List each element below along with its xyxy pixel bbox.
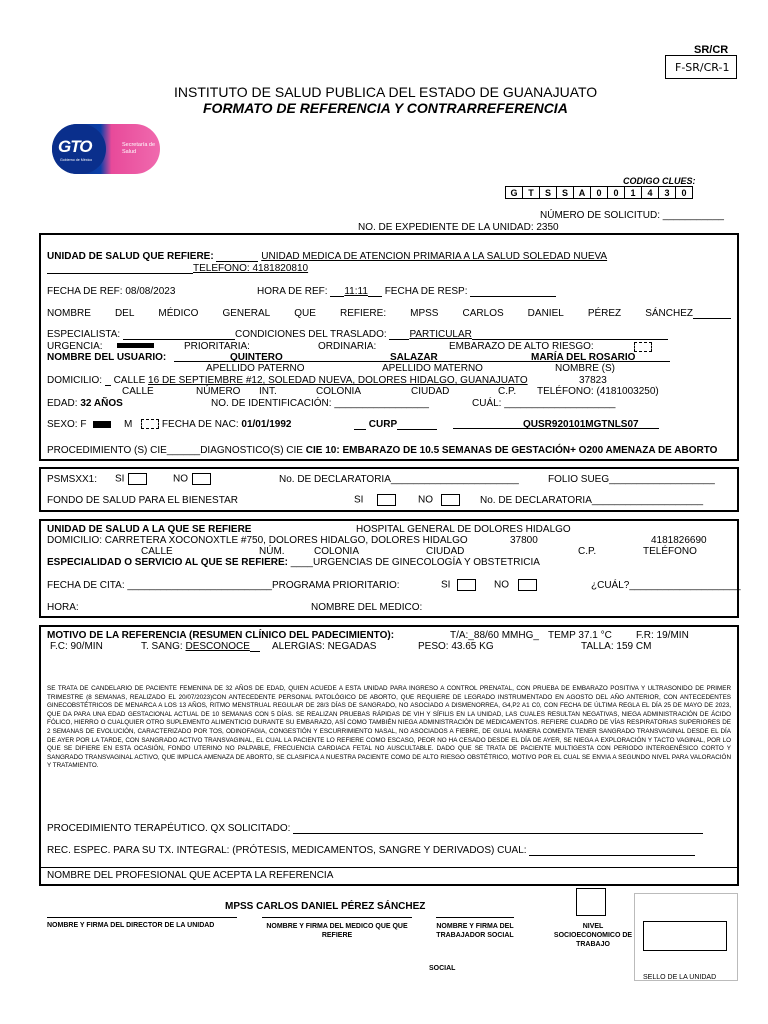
edad-value: 32 AÑOS (80, 398, 123, 409)
vital-fc: F.C: 90/MIN (50, 641, 103, 652)
sello-area (634, 893, 738, 981)
condiciones-label: CONDICIONES DEL TRASLADO: (234, 329, 387, 340)
folio-sueg-field: FOLIO SUEG___________________ (548, 474, 715, 485)
clues-char: 0 (591, 187, 608, 199)
programa-no: NO (494, 579, 537, 591)
hora-ref-value: 11:11 (344, 286, 368, 297)
embarazo-label: EMBARAZO DE ALTO RIESGO: (449, 341, 594, 352)
clues-char: 0 (608, 187, 625, 199)
urgencia-marked (117, 343, 154, 348)
profesional-acepta-label: NOMBRE DEL PROFESIONAL QUE ACEPTA LA REFERENCIA (47, 870, 334, 881)
nivel-socioeconomico-box[interactable] (576, 888, 606, 916)
clues-char: S (557, 187, 574, 199)
lbl-r-colonia: COLONIA (314, 546, 360, 557)
solicitud-number: NÚMERO DE SOLICITUD: ___________ (540, 210, 724, 221)
domicilio-label: DOMICILIO: (47, 375, 103, 386)
domicilio-calle: CALLE (113, 375, 146, 386)
clues-char: G (506, 187, 523, 199)
clinical-summary-text: SE TRATA DE CANDELARIO DE PACIENTE FEMENINA DE 32 AÑOS DE EDAD, QUIEN ACUEDE A ESTA UNIDAD PARA INGRESO A CONTROL PRENATAL, CON PRUEBA DE EMBARAZO POSITIVA Y ULTRASONIDO DE PRIMER TRIMESTRE (8 SEMANAS, REALIZADO EL 20/07/2023)CON ANTECEDENTE PERSONAL PATOLÓGICO DE ABORTO, QUE REQUIERE DE LEGRADO INSTRUMENTADO EN AGOSTO DEL AÑO ANTERIOR, CON ANTECEDENTES GINECOBSTÉTRICOS DE MENARCA A LOS 13 AÑOS, RITMO MENSTRUAL REGULAR DE 28/3 DÍAS DE SANGRADO, NO ASOCIADO A DISMENORREA, G4,P2 A1 C0, CON FECHA DE ÚLTIMA REGLA EL DÍA 25 DE MAYO DE 2023, QUE DA PARA UNA EDAD GESTACIONAL ACTUAL DE 10 SEMANAS CON 5 DÍAS. SE REALIZAN PRUEBAS RÁPIDAS DE VIH Y SÍFILIS EN LA UNIDAD, LAS CUALES RESULTAN NEGATIVAS, NIEGA ADMINISTRACIÓN DE ÁCIDO FÓLICO, HIERRO O CUALQUIER OTRO SUPLEMENTO ALIMENTICIO DURANTE SU EMBARAZO, ASÍ COMO TAMBIÉN NIEGA ADMINISTRACIÓN DE MEDICAMENTOS. REFIERE CUADRO DE VÍAS RESPIRATORIAS SUPERIORES DE 2 SEMANAS DE EVOLUCIÓN, CARACTERIZADO POR TOS, ODINOFAGIA, CONGESTIÓN Y ESCURRIMIENTO NASAL, NO ASOCIADOS A FIEBRE, DE GIUAL MANERA COMENTA TENER SANGRADO TRANSVAGINAL DESDE EL DÍA DE AYER POR LA TARDE, CON SANGRADO ACTIVO TRANSVAGINAL, EL CUAL LA PACIENTE LO REFIERE COMO ESCASO, PEOR NO HA CESADO DESDE EL DÍA DE AYER, SE NIEGA A EXPLORACIÓN Y TACTO VAGINAL, POR LO QUE SE DIFIERE EN ESTA OCASIÓN, FONDO UTERINO NO PALPABLE, FRECUENCIA CARDIACA FETAL NO AUSCULTABLE. DADO QUE SE TRATA DE PACIENTE MULTIGESTA CON PERIODO INTERGENÉSICO CORTO Y SANGRADO TRANSVAGINAL ACTIVO, QUE IMPLICA AMENAZA DE ABORTO, SE CLASIFICA A NUESTRA PACIENTE COMO DE ALTO RIESGO OBSTÉTRICO, MOTIVO POR EL CUAL SE ENVIA A SEGUNDO NIVEL PARA VALORACIÓN Y TRATAMIENTO. (47, 685, 731, 770)
vital-temp: TEMP 37.1 °C (548, 630, 612, 641)
especialista-label: ESPECIALISTA: (47, 329, 121, 340)
lbl-r-calle: CALLE (141, 546, 173, 557)
apellido-paterno: QUINTERO (230, 352, 283, 363)
especialista-row (47, 329, 668, 340)
clues-code-grid (505, 186, 693, 199)
sexo-f-checkbox[interactable] (93, 421, 111, 428)
nombre-usuario-label: NOMBRE DEL USUARIO: (47, 352, 167, 363)
medico-signature-line (262, 917, 412, 918)
especialidad-row (47, 557, 540, 568)
prioritaria-label: PRIORITARIA: (184, 341, 250, 352)
lbl-numero: NÚMERO (196, 386, 241, 397)
psmsxx-si: SI (115, 473, 147, 485)
cual-identificacion: CUÁL: ____________________ (472, 398, 616, 409)
vital-fr: F.R: 19/MIN (636, 630, 689, 641)
rec-espec-label: REC. ESPEC. PARA SU TX. INTEGRAL: (PRÓTESIS, MEDICAMENTOS, SANGRE Y DERIVADOS) CUAL: (47, 845, 527, 856)
receiving-cp: 37800 (510, 535, 538, 546)
programa-no-checkbox[interactable] (518, 579, 537, 591)
especialidad-value: ____URGENCIAS DE GINECOLOGÍA Y OBSTETRICIA (290, 557, 540, 568)
domicilio-row (47, 375, 528, 386)
fondo-no: NO (418, 494, 460, 506)
lbl-r-telefono: TELÉFONO (643, 546, 697, 557)
institute-title: INSTITUTO DE SALUD PUBLICA DEL ESTADO DE GUANAJUATO (174, 84, 598, 100)
clues-char: S (540, 187, 557, 199)
lbl-colonia: COLONIA (316, 386, 362, 397)
tsang-value: DESCONOCE (185, 641, 250, 652)
urgencia-label: URGENCIA: (47, 341, 103, 352)
lbl-r-ciudad: CIUDAD (426, 546, 465, 557)
identificacion: NO. DE IDENTIFICACIÓN: _________________ (211, 398, 429, 409)
clues-char: 0 (676, 187, 693, 199)
medico-refiere-name: MPSS CARLOS DANIEL PÉREZ SÁNCHEZ (225, 901, 426, 912)
procedimiento-cie-row (47, 445, 717, 456)
hora-ref-row (257, 286, 556, 297)
motivo-label: MOTIVO DE LA REFERENCIA (RESUMEN CLÍNICO DEL PADECIMIENTO): (47, 630, 395, 641)
especialidad-label: ESPECIALIDAD O SERVICIO AL QUE SE REFIERE: (47, 557, 288, 568)
clues-label: CODIGO CLUES: (623, 176, 696, 186)
clues-char: A (574, 187, 591, 199)
psmsxx-label: PSMSXX1: (47, 474, 98, 485)
curp-value: QUSR920101MGTNLS07 (523, 419, 639, 430)
edad-label: EDAD: (47, 398, 78, 409)
sexo-row (47, 419, 291, 430)
curp-label: CURP (368, 419, 398, 430)
nombre-medico-label: NOMBRE DEL MEDICO: (311, 602, 423, 613)
vital-talla: TALLA: 159 CM (581, 641, 652, 652)
fecha-nac-value: 01/01/1992 (241, 419, 292, 430)
hora-cita-label: HORA: (47, 602, 79, 613)
receiving-domicilio: DOMICILIO: CARRETERA XOCONOXTLE #750, DOLORES HIDALGO, DOLORES HIDALGO (47, 535, 468, 546)
fecha-cita-row: FECHA DE CITA: __________________________PROGRAMA PRIORITARIO: (47, 580, 400, 591)
declaratoria-field: No. DE DECLARATORIA_______________________ (279, 474, 519, 485)
domicilio-cp: 37823 (579, 375, 607, 386)
clues-char: T (523, 187, 540, 199)
fondo-no-checkbox[interactable] (441, 494, 460, 506)
fondo-label: FONDO DE SALUD PARA EL BIENESTAR (47, 495, 238, 506)
sexo-label: SEXO: F (47, 419, 87, 430)
lbl-nombres: NOMBRE (S) (555, 363, 615, 374)
lbl-apellido-paterno: APELLIDO PATERNO (206, 363, 305, 374)
fondo-si: SI (354, 494, 396, 506)
vital-tsang: T. SANG: DESCONOCE (141, 641, 260, 652)
sexo-m-label: M (124, 419, 133, 430)
receiving-telefono: 4181826690 (651, 535, 707, 546)
gto-logo: GTO Gobierno de México Secretaría de Salud (52, 124, 160, 174)
vital-peso: PESO: 43.65 KG (418, 641, 494, 652)
telefono-paciente: TELÉFONO: (4181003250) (537, 386, 659, 397)
clues-char: 1 (625, 187, 642, 199)
director-signature-label: NOMBRE Y FIRMA DEL DIRECTOR DE LA UNIDAD (47, 922, 215, 929)
fecha-nac-label: FECHA DE NAC: (161, 419, 239, 430)
programa-si-checkbox[interactable] (457, 579, 476, 591)
referring-doctor-row: NOMBRE DEL MÉDICO GENERAL QUE REFIERE: MPSS CARLOS DANIEL PÉREZ SÁNCHEZ (47, 308, 731, 319)
profesional-divider (39, 867, 739, 868)
social-label: SOCIAL (429, 965, 456, 972)
diagnostico-value: CIE 10: EMBARAZO DE 10.5 SEMANAS DE GESTACIÓN+ O200 AMENAZA DE ABORTO (305, 445, 718, 456)
declaratoria2-field: No. DE DECLARATORIA____________________ (480, 495, 704, 506)
psmsxx-si-checkbox[interactable] (128, 473, 147, 485)
procedimiento-cie-label: PROCEDIMIENTO (S) CIE______DIAGNOSTICO(S) CIE (47, 445, 303, 456)
vital-ta: T/A:_88/60 MMHG_ (450, 630, 539, 641)
lbl-calle: CALLE (122, 386, 154, 397)
nombres: MARÍA DEL ROSARIO (531, 352, 636, 363)
trabajador-signature-label: NOMBRE Y FIRMA DEL TRABAJADOR SOCIAL (436, 923, 514, 939)
fecha-ref: FECHA DE REF: 08/08/2023 (47, 286, 176, 297)
trabajador-signature-line (436, 917, 514, 918)
apellido-materno: SALAZAR (390, 352, 438, 363)
rec-espec-row (47, 845, 695, 856)
psmsxx-no: NO (173, 473, 211, 485)
sexo-m-checkbox[interactable] (141, 419, 159, 429)
lbl-r-cp: C.P. (578, 546, 597, 557)
programa-cual: ¿CUÁL?____________________ (591, 580, 741, 591)
director-signature-line (47, 917, 237, 918)
form-code-top: SR/CR (694, 44, 729, 56)
form-code-box (665, 55, 737, 79)
receiving-hospital: HOSPITAL GENERAL DE DOLORES HIDALGO (356, 524, 571, 535)
nombre-usuario-row (47, 352, 166, 363)
hora-ref-label: HORA DE REF: (257, 286, 328, 297)
referring-unit-row (47, 251, 607, 262)
referring-unit-value: UNIDAD MEDICA DE ATENCION PRIMARIA A LA SALUD SOLEDAD NUEVA (261, 251, 608, 262)
referring-unit-phone: TELEFONO: 4181820810 (193, 263, 309, 274)
psmsxx-no-checkbox[interactable] (192, 473, 211, 485)
expediente-number: NO. DE EXPEDIENTE DE LA UNIDAD: 2350 (358, 222, 559, 233)
referring-unit-phone-row (47, 263, 308, 274)
fecha-resp-label: FECHA DE RESP: (384, 286, 468, 297)
medico-signature-label: NOMBRE Y FIRMA DEL MEDICO QUE QUE REFIERE (266, 923, 408, 939)
lbl-cp: C.P. (498, 386, 517, 397)
embarazo-checkbox[interactable] (634, 342, 652, 353)
form-title: FORMATO DE REFERENCIA Y CONTRARREFERENCIA (203, 100, 568, 116)
sello-box[interactable] (643, 921, 727, 951)
sello-label: SELLO DE LA UNIDAD (643, 974, 717, 981)
procedimiento-terapeutico-row (47, 823, 703, 834)
referring-unit-label: UNIDAD DE SALUD QUE REFIERE: (47, 251, 214, 262)
vital-alergias: ALERGIAS: NEGADAS (272, 641, 377, 652)
lbl-ciudad: CIUDAD (411, 386, 450, 397)
clues-char: 3 (659, 187, 676, 199)
receiving-unit-label: UNIDAD DE SALUD A LA QUE SE REFIERE (47, 524, 252, 535)
lbl-apellido-materno: APELLIDO MATERNO (382, 363, 483, 374)
condiciones-value: PARTICULAR (409, 329, 472, 340)
form-code-label: F-SR/CR-1 (675, 61, 730, 74)
clues-char: 4 (642, 187, 659, 199)
fondo-si-checkbox[interactable] (377, 494, 396, 506)
domicilio-value: 16 DE SEPTIEMBRE #12, SOLEDAD NUEVA, DOLORES HIDALGO, GUANAJUATO (148, 375, 528, 386)
procedimiento-terapeutico-label: PROCEDIMIENTO TERAPÉUTICO. QX SOLICITADO: (47, 823, 291, 834)
edad-row (47, 398, 123, 409)
lbl-int: INT. (259, 386, 277, 397)
lbl-r-num: NÚM. (259, 546, 285, 557)
nivel-socioeconomico-label: NIVEL SOCIOECONOMICO DE TRABAJO (553, 923, 633, 948)
programa-si: SI (441, 579, 476, 591)
curp-row (354, 419, 437, 430)
ordinaria-label: ORDINARIA: (318, 341, 377, 352)
